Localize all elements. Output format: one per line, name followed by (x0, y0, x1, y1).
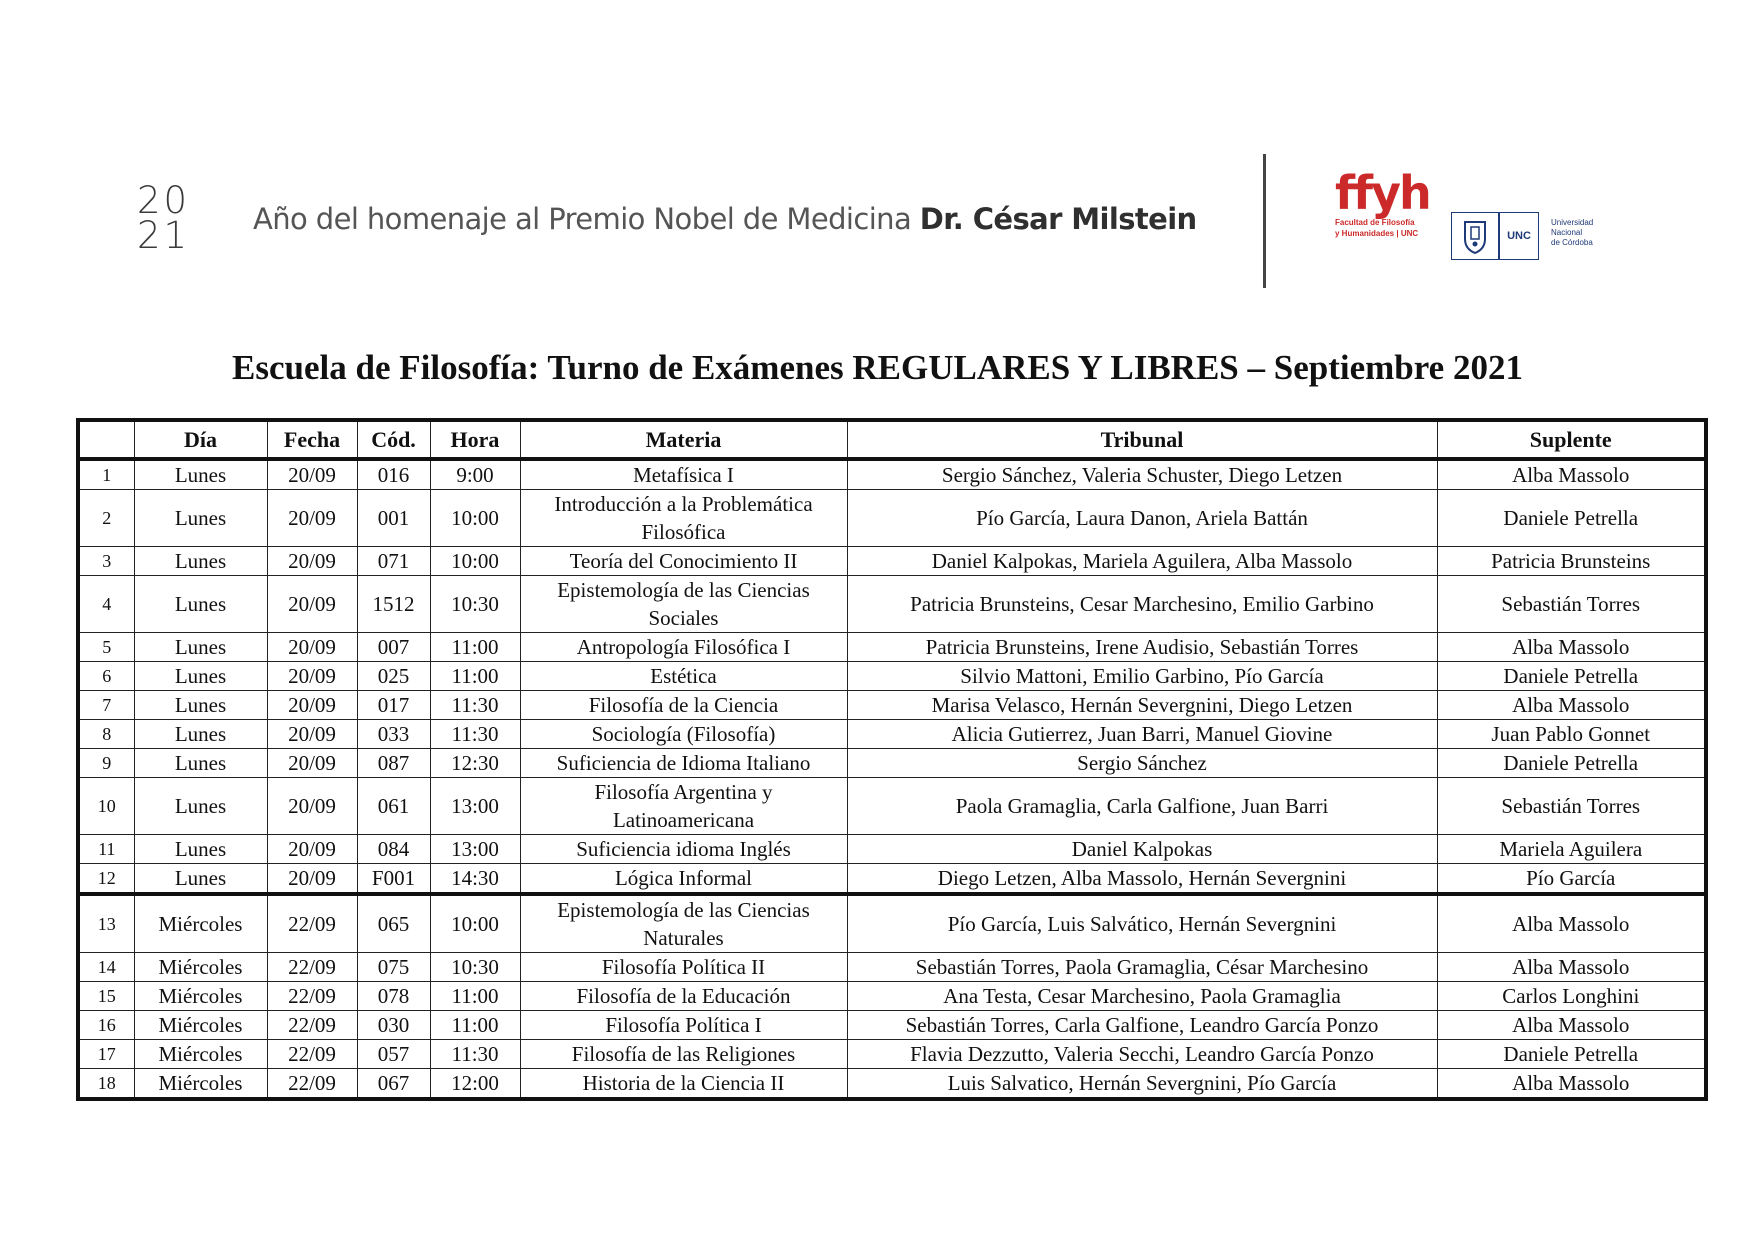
table-row (78, 662, 1706, 691)
cell-hora: 14:30 (430, 864, 520, 895)
cell-dia: Lunes (134, 749, 267, 778)
cell-num: 1 (78, 459, 134, 490)
cell-tribunal: Daniel Kalpokas, Mariela Aguilera, Alba Massolo (847, 547, 1437, 576)
cell-materia: Historia de la Ciencia II (520, 1069, 847, 1100)
cell-tribunal: Alicia Gutierrez, Juan Barri, Manuel Giovine (847, 720, 1437, 749)
table-row (78, 576, 1706, 633)
cell-dia: Lunes (134, 547, 267, 576)
cell-fecha: 20/09 (267, 576, 357, 633)
cell-suplente: Juan Pablo Gonnet (1437, 720, 1706, 749)
col-header-tribunal: Tribunal (847, 420, 1437, 459)
cell-dia: Lunes (134, 691, 267, 720)
cell-materia: Estética (520, 662, 847, 691)
cell-fecha: 20/09 (267, 749, 357, 778)
table-row (78, 749, 1706, 778)
col-header-materia: Materia (520, 420, 847, 459)
cell-num: 4 (78, 576, 134, 633)
cell-fecha: 20/09 (267, 490, 357, 547)
col-header-hora: Hora (430, 420, 520, 459)
exam-schedule-table (76, 418, 1708, 1101)
cell-num: 7 (78, 691, 134, 720)
cell-cod: 007 (357, 633, 430, 662)
table-row (78, 1069, 1706, 1100)
table-row (78, 894, 1706, 953)
table-row (78, 691, 1706, 720)
ffyh-subtitle-1: Facultad de Filosofía (1335, 218, 1415, 227)
cell-materia: Epistemología de las Ciencias Naturales (520, 894, 847, 953)
cell-tribunal: Flavia Dezzutto, Valeria Secchi, Leandro García Ponzo (847, 1040, 1437, 1069)
cell-num: 16 (78, 1011, 134, 1040)
cell-suplente: Mariela Aguilera (1437, 835, 1706, 864)
cell-tribunal: Paola Gramaglia, Carla Galfione, Juan Barri (847, 778, 1437, 835)
table-row (78, 864, 1706, 895)
cell-cod: 075 (357, 953, 430, 982)
unc-name (1551, 218, 1611, 248)
table-row (78, 778, 1706, 835)
year-logo (137, 179, 197, 257)
cell-hora: 11:30 (430, 691, 520, 720)
cell-materia: Metafísica I (520, 459, 847, 490)
cell-hora: 13:00 (430, 778, 520, 835)
cell-tribunal: Diego Letzen, Alba Massolo, Hernán Severgnini (847, 864, 1437, 895)
cell-num: 17 (78, 1040, 134, 1069)
cell-materia: Sociología (Filosofía) (520, 720, 847, 749)
cell-hora: 13:00 (430, 835, 520, 864)
cell-cod: 016 (357, 459, 430, 490)
cell-materia: Suficiencia de Idioma Italiano (520, 749, 847, 778)
cell-tribunal: Marisa Velasco, Hernán Severgnini, Diego Letzen (847, 691, 1437, 720)
cell-hora: 10:30 (430, 576, 520, 633)
cell-tribunal: Sergio Sánchez, Valeria Schuster, Diego Letzen (847, 459, 1437, 490)
cell-tribunal: Pío García, Laura Danon, Ariela Battán (847, 490, 1437, 547)
cell-dia: Miércoles (134, 953, 267, 982)
cell-cod: 067 (357, 1069, 430, 1100)
cell-dia: Miércoles (134, 982, 267, 1011)
cell-suplente: Daniele Petrella (1437, 1040, 1706, 1069)
cell-num: 14 (78, 953, 134, 982)
cell-hora: 10:30 (430, 953, 520, 982)
year-top: 20 (137, 179, 191, 222)
cell-cod: 057 (357, 1040, 430, 1069)
cell-materia: Filosofía Política I (520, 1011, 847, 1040)
table-row (78, 490, 1706, 547)
document-title: Escuela de Filosofía: Turno de Exámenes REGULARES Y LIBRES – Septiembre 2021 (232, 348, 1523, 387)
cell-cod: F001 (357, 864, 430, 895)
cell-dia: Miércoles (134, 1069, 267, 1100)
cell-tribunal: Sebastián Torres, Carla Galfione, Leandro García Ponzo (847, 1011, 1437, 1040)
cell-hora: 11:00 (430, 982, 520, 1011)
cell-cod: 061 (357, 778, 430, 835)
cell-suplente: Alba Massolo (1437, 1069, 1706, 1100)
table-row (78, 633, 1706, 662)
cell-num: 10 (78, 778, 134, 835)
cell-materia: Suficiencia idioma Inglés (520, 835, 847, 864)
table-row (78, 982, 1706, 1011)
cell-materia: Filosofía de las Religiones (520, 1040, 847, 1069)
cell-materia: Antropología Filosófica I (520, 633, 847, 662)
cell-materia: Filosofía Política II (520, 953, 847, 982)
cell-cod: 033 (357, 720, 430, 749)
cell-cod: 1512 (357, 576, 430, 633)
cell-tribunal: Pío García, Luis Salvático, Hernán Severgnini (847, 894, 1437, 953)
cell-suplente: Alba Massolo (1437, 633, 1706, 662)
cell-suplente: Sebastián Torres (1437, 576, 1706, 633)
table-header-row (78, 420, 1706, 459)
cell-num: 3 (78, 547, 134, 576)
cell-suplente: Alba Massolo (1437, 691, 1706, 720)
cell-dia: Lunes (134, 778, 267, 835)
cell-suplente: Sebastián Torres (1437, 778, 1706, 835)
cell-fecha: 22/09 (267, 894, 357, 953)
table-row (78, 835, 1706, 864)
cell-num: 8 (78, 720, 134, 749)
year-tagline (253, 202, 1197, 236)
cell-materia: Introducción a la Problemática Filosófica (520, 490, 847, 547)
cell-num: 9 (78, 749, 134, 778)
table-row (78, 459, 1706, 490)
cell-fecha: 22/09 (267, 1011, 357, 1040)
cell-dia: Miércoles (134, 1040, 267, 1069)
cell-fecha: 20/09 (267, 547, 357, 576)
cell-dia: Lunes (134, 864, 267, 895)
cell-cod: 030 (357, 1011, 430, 1040)
cell-tribunal: Daniel Kalpokas (847, 835, 1437, 864)
cell-num: 18 (78, 1069, 134, 1100)
cell-cod: 084 (357, 835, 430, 864)
cell-dia: Lunes (134, 633, 267, 662)
cell-suplente: Alba Massolo (1437, 459, 1706, 490)
cell-tribunal: Sergio Sánchez (847, 749, 1437, 778)
table-row (78, 720, 1706, 749)
cell-materia: Filosofía Argentina y Latinoamericana (520, 778, 847, 835)
unc-name-2: Nacional (1551, 228, 1583, 237)
cell-hora: 11:00 (430, 1011, 520, 1040)
cell-fecha: 22/09 (267, 953, 357, 982)
unc-shield-icon (1451, 212, 1499, 260)
cell-num: 13 (78, 894, 134, 953)
cell-suplente: Alba Massolo (1437, 894, 1706, 953)
cell-hora: 10:00 (430, 490, 520, 547)
cell-hora: 11:30 (430, 1040, 520, 1069)
cell-hora: 10:00 (430, 547, 520, 576)
page-header (0, 0, 1755, 300)
cell-dia: Lunes (134, 662, 267, 691)
table-row (78, 1040, 1706, 1069)
cell-hora: 11:00 (430, 633, 520, 662)
ffyh-logo (1335, 166, 1430, 238)
cell-hora: 11:30 (430, 720, 520, 749)
col-header-num (78, 420, 134, 459)
cell-fecha: 20/09 (267, 459, 357, 490)
ffyh-wordmark: ffyh (1335, 166, 1430, 220)
header-divider (1263, 154, 1266, 288)
cell-materia: Lógica Informal (520, 864, 847, 895)
table-body (78, 459, 1706, 1099)
cell-num: 12 (78, 864, 134, 895)
cell-dia: Lunes (134, 720, 267, 749)
cell-fecha: 22/09 (267, 982, 357, 1011)
cell-cod: 017 (357, 691, 430, 720)
cell-fecha: 20/09 (267, 720, 357, 749)
cell-tribunal: Sebastián Torres, Paola Gramaglia, César Marchesino (847, 953, 1437, 982)
cell-dia: Miércoles (134, 1011, 267, 1040)
col-header-fecha: Fecha (267, 420, 357, 459)
cell-fecha: 20/09 (267, 662, 357, 691)
cell-hora: 12:00 (430, 1069, 520, 1100)
cell-materia: Epistemología de las Ciencias Sociales (520, 576, 847, 633)
tagline-bold: Dr. César Milstein (919, 202, 1197, 236)
cell-materia: Filosofía de la Educación (520, 982, 847, 1011)
col-header-suplente: Suplente (1437, 420, 1706, 459)
cell-dia: Lunes (134, 576, 267, 633)
cell-suplente: Alba Massolo (1437, 1011, 1706, 1040)
cell-tribunal: Ana Testa, Cesar Marchesino, Paola Gramaglia (847, 982, 1437, 1011)
cell-cod: 078 (357, 982, 430, 1011)
cell-fecha: 20/09 (267, 691, 357, 720)
cell-suplente: Pío García (1437, 864, 1706, 895)
cell-num: 2 (78, 490, 134, 547)
cell-fecha: 22/09 (267, 1069, 357, 1100)
unc-mark: UNC (1499, 212, 1539, 260)
cell-hora: 10:00 (430, 894, 520, 953)
cell-hora: 9:00 (430, 459, 520, 490)
cell-dia: Miércoles (134, 894, 267, 953)
cell-hora: 12:30 (430, 749, 520, 778)
table-row (78, 953, 1706, 982)
cell-cod: 071 (357, 547, 430, 576)
cell-num: 5 (78, 633, 134, 662)
unc-logo (1451, 212, 1603, 260)
table-row (78, 1011, 1706, 1040)
col-header-dia: Día (134, 420, 267, 459)
cell-fecha: 20/09 (267, 633, 357, 662)
cell-dia: Lunes (134, 835, 267, 864)
cell-num: 15 (78, 982, 134, 1011)
cell-tribunal: Silvio Mattoni, Emilio Garbino, Pío García (847, 662, 1437, 691)
cell-dia: Lunes (134, 459, 267, 490)
unc-name-3: de Córdoba (1551, 238, 1593, 247)
cell-tribunal: Luis Salvatico, Hernán Severgnini, Pío García (847, 1069, 1437, 1100)
cell-cod: 087 (357, 749, 430, 778)
cell-fecha: 20/09 (267, 835, 357, 864)
cell-tribunal: Patricia Brunsteins, Irene Audisio, Sebastián Torres (847, 633, 1437, 662)
cell-cod: 065 (357, 894, 430, 953)
unc-name-1: Universidad (1551, 218, 1594, 227)
cell-fecha: 20/09 (267, 864, 357, 895)
cell-suplente: Daniele Petrella (1437, 490, 1706, 547)
ffyh-subtitle-2: y Humanidades | UNC (1335, 229, 1419, 238)
cell-hora: 11:00 (430, 662, 520, 691)
cell-cod: 001 (357, 490, 430, 547)
cell-suplente: Patricia Brunsteins (1437, 547, 1706, 576)
cell-materia: Filosofía de la Ciencia (520, 691, 847, 720)
table-row (78, 547, 1706, 576)
cell-num: 11 (78, 835, 134, 864)
year-bottom: 21 (137, 214, 191, 257)
cell-suplente: Daniele Petrella (1437, 749, 1706, 778)
tagline-regular: Año del homenaje al Premio Nobel de Medicina (253, 202, 920, 236)
cell-cod: 025 (357, 662, 430, 691)
cell-suplente: Carlos Longhini (1437, 982, 1706, 1011)
cell-fecha: 22/09 (267, 1040, 357, 1069)
cell-fecha: 20/09 (267, 778, 357, 835)
cell-suplente: Alba Massolo (1437, 953, 1706, 982)
cell-materia: Teoría del Conocimiento II (520, 547, 847, 576)
col-header-cod: Cód. (357, 420, 430, 459)
cell-tribunal: Patricia Brunsteins, Cesar Marchesino, Emilio Garbino (847, 576, 1437, 633)
cell-suplente: Daniele Petrella (1437, 662, 1706, 691)
cell-num: 6 (78, 662, 134, 691)
cell-dia: Lunes (134, 490, 267, 547)
